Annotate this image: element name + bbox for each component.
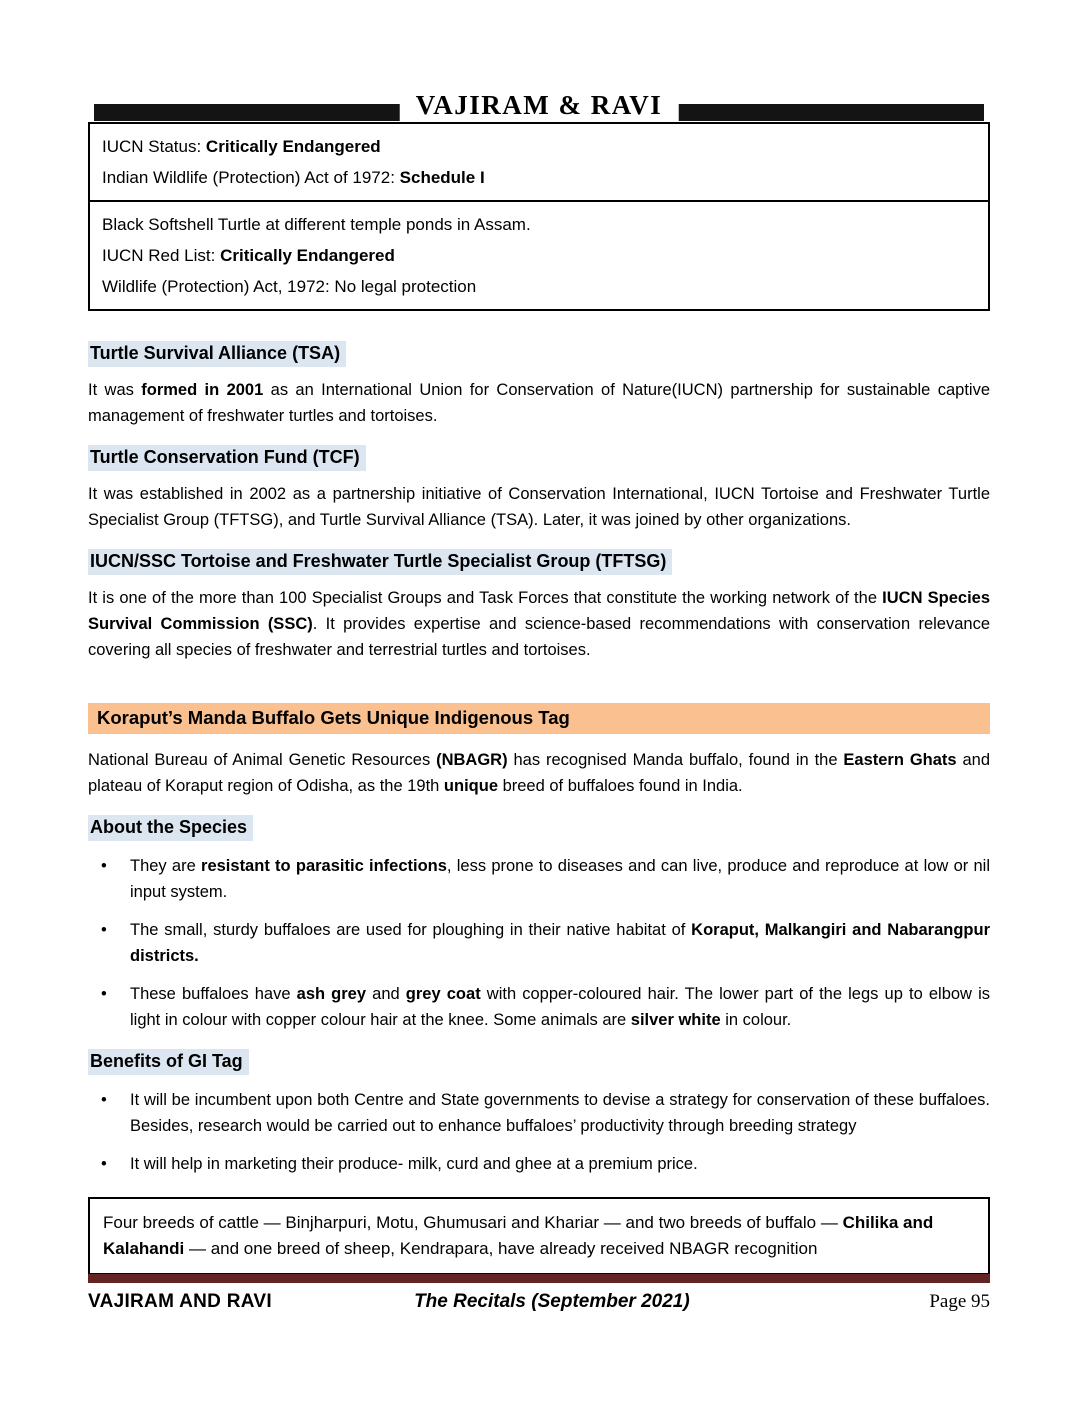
list-item [88, 1151, 990, 1177]
text-run: Wildlife (Protection) Act, 1972: No legal protection [102, 277, 477, 296]
text-run: Schedule I [399, 168, 485, 187]
tftsg-paragraph [88, 585, 990, 663]
text-run: The small, sturdy buffaloes are used for ploughing in their native habitat of [130, 921, 692, 939]
tsa-heading: Turtle Survival Alliance (TSA) [88, 341, 346, 367]
text-run: formed in 2001 [141, 381, 264, 399]
text-run: breed of buffaloes found in India. [498, 777, 743, 795]
text-run: silver white [630, 1011, 721, 1029]
text-run: and plateau of Koraput region of Odisha, as the 19th [88, 751, 991, 795]
turtle-location-line [102, 209, 976, 240]
gi-tag-benefits-list [88, 1087, 990, 1177]
text-run: Critically Endangered [205, 137, 381, 156]
iucn-status-line [102, 131, 976, 162]
page-footer [88, 1274, 990, 1313]
text-run: and [366, 985, 406, 1003]
text-run: . It provides expertise and science-based recommendations with conservation relevance covering all species of freshwater and terrestrial turtles and tortoises. [88, 615, 990, 659]
status-box-top-section [90, 124, 988, 200]
tsa-paragraph [88, 377, 990, 429]
brand-title: VAJIRAM & RAVI [400, 90, 679, 121]
text-run: These buffaloes have [130, 985, 297, 1003]
text-run: resistant to parasitic infections [201, 857, 447, 875]
text-run: (NBAGR) [436, 751, 508, 769]
article-intro-paragraph [88, 747, 990, 799]
text-run: It will help in marketing their produce- milk, curd and ghee at a premium price. [130, 1155, 698, 1173]
tftsg-heading: IUCN/SSC Tortoise and Freshwater Turtle Specialist Group (TFTSG) [88, 549, 672, 575]
gi-tag-benefits-heading: Benefits of GI Tag [88, 1049, 249, 1075]
status-box-bottom-section [90, 200, 988, 309]
species-status-box [88, 122, 990, 311]
text-run: , less prone to diseases and can live, produce and reproduce at low or nil input system. [130, 857, 990, 901]
tcf-heading: Turtle Conservation Fund (TCF) [88, 445, 366, 471]
list-item [88, 853, 990, 905]
about-species-heading: About the Species [88, 815, 253, 841]
wildlife-act-line [102, 162, 976, 193]
list-item [88, 1087, 990, 1139]
footer-publication: The Recitals (September 2021) [414, 1291, 690, 1312]
footer-row [88, 1291, 990, 1313]
list-item [88, 981, 990, 1033]
text-run: IUCN Status: [102, 137, 206, 156]
masthead [88, 90, 990, 122]
nbagr-note-box [88, 1197, 990, 1275]
text-run: It is one of the more than 100 Specialist Groups and Task Forces that constitute the working network of the [88, 589, 883, 607]
article-title-banner: Koraput’s Manda Buffalo Gets Unique Indigenous Tag [88, 703, 990, 734]
text-run: grey coat [405, 985, 481, 1003]
text-run: in colour. [720, 1011, 792, 1029]
text-run: IUCN Red List: [102, 246, 221, 265]
tcf-paragraph [88, 481, 990, 533]
text-run: It was [88, 381, 142, 399]
page-content [88, 90, 991, 1275]
about-species-list [88, 853, 990, 1033]
footer-organisation: VAJIRAM AND RAVI [88, 1291, 272, 1312]
footer-page-number: Page 95 [929, 1291, 990, 1312]
text-run: unique [443, 777, 498, 795]
manda-buffalo-section [88, 703, 990, 1275]
text-run: as an International Union for Conservation of Nature(IUCN) partnership for sustainable captive management of freshwater turtles and tortoises. [88, 381, 990, 425]
text-run: IUCN Species Survival Commission (SSC) [88, 589, 991, 633]
text-run: — and one breed of sheep, Kendrapara, have already received NBAGR recognition [184, 1239, 818, 1258]
list-item [88, 917, 990, 969]
text-run: has recognised Manda buffalo, found in the [507, 751, 844, 769]
text-run: They are [130, 857, 202, 875]
text-run: Four breeds of cattle — Binjharpuri, Motu, Ghumusari and Khariar — and two breeds of buffalo — [103, 1213, 843, 1232]
text-run: with copper-coloured hair. The lower part of the legs up to elbow is light in colour with copper colour hair at the knee. Some animals are [130, 985, 990, 1029]
text-run: Chilika and Kalahandi [103, 1213, 934, 1258]
turtle-organisations-section [88, 341, 990, 663]
text-run: It will be incumbent upon both Centre and State governments to devise a strategy for conservation of these buffaloes. Besides, research would be carried out to enhance buffaloes’ productivity through breeding strategy [130, 1091, 990, 1135]
text-run: Koraput, Malkangiri and Nabarangpur districts. [130, 921, 990, 965]
text-run: Indian Wildlife (Protection) Act of 1972: [102, 168, 400, 187]
footer-rule [88, 1274, 990, 1283]
text-run: It was established in 2002 as a partnership initiative of Conservation International, IUCN Tortoise and Freshwater Turtle Specialist Group (TFTSG), and Turtle Survival Alliance (TSA). Later, it was joined by other organizations. [88, 485, 990, 529]
text-run: Black Softshell Turtle at different temple ponds in Assam. [102, 215, 531, 234]
text-run: Critically Endangered [220, 246, 395, 265]
iucn-red-list-line [102, 240, 976, 271]
text-run: National Bureau of Animal Genetic Resources [88, 751, 437, 769]
text-run: Eastern Ghats [843, 751, 957, 769]
protection-act-line [102, 271, 976, 302]
text-run: ash grey [296, 985, 367, 1003]
